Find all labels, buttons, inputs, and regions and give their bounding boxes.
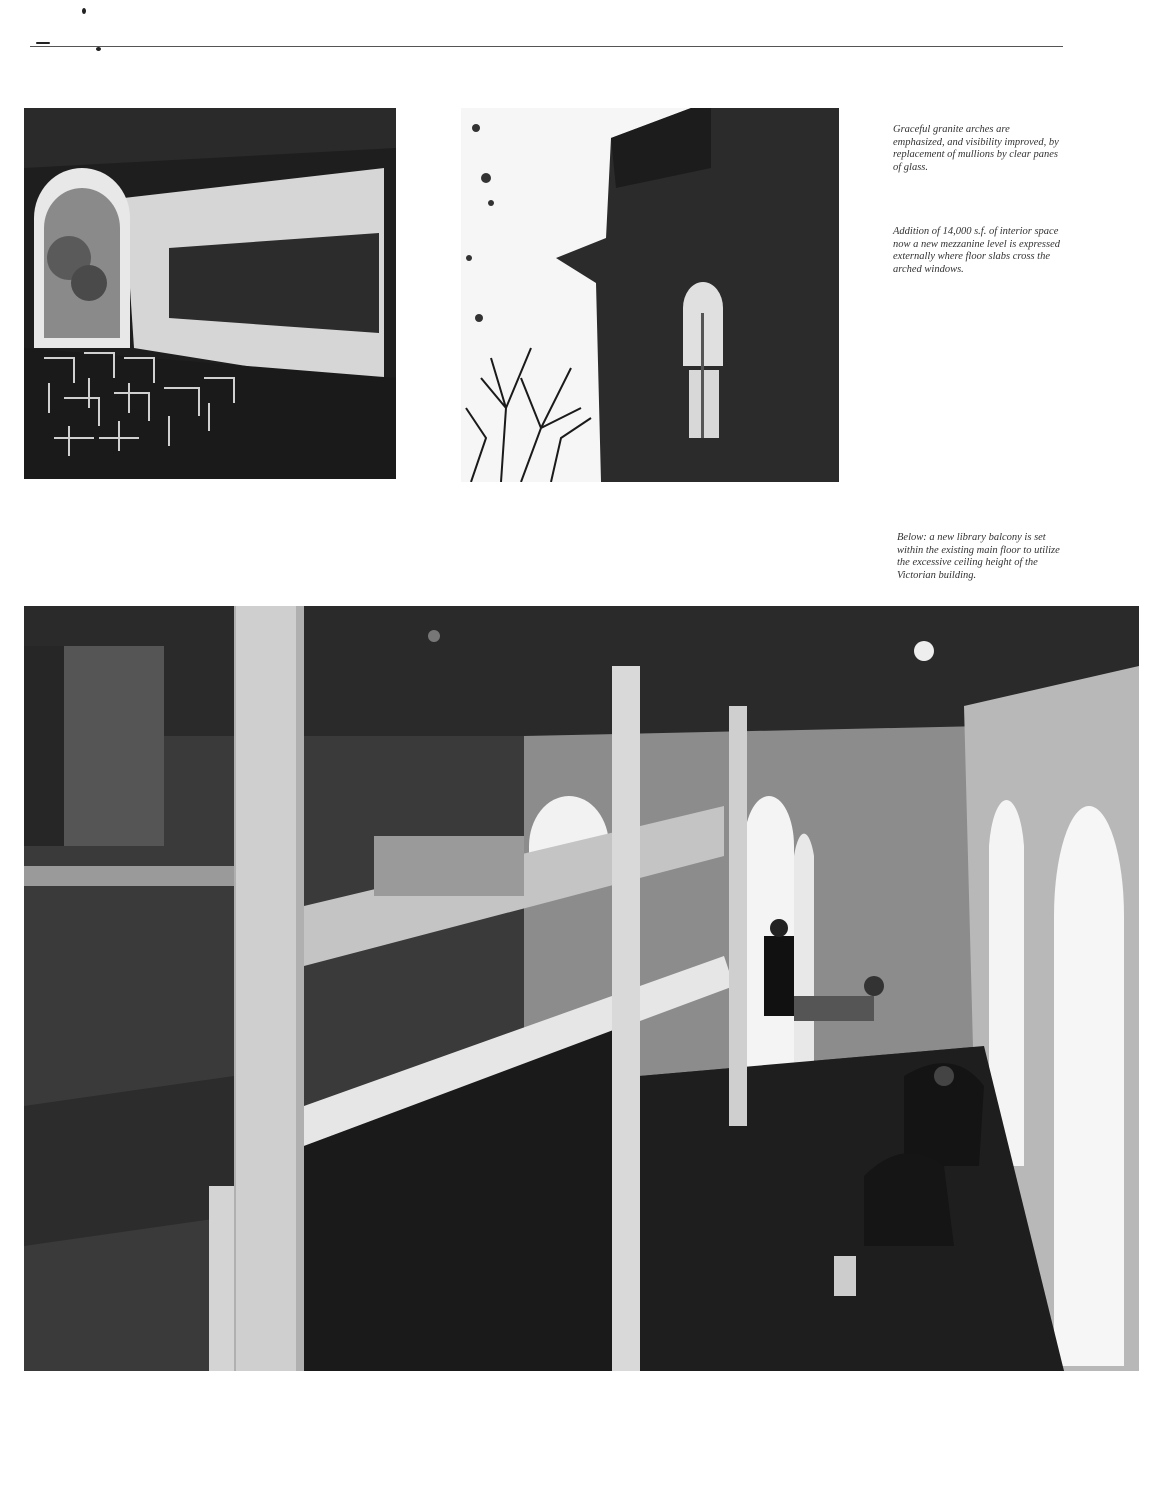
scan-mark bbox=[82, 8, 86, 14]
exterior-photo bbox=[461, 108, 839, 482]
classroom-photo bbox=[24, 108, 396, 479]
caption-mezzanine: Addition of 14,000 s.f. of interior space now a new mezzanine level is expressed externally where floor slabs cross the arched windows. bbox=[893, 226, 1060, 275]
library-photo bbox=[24, 606, 1139, 1371]
caption-arches: Graceful granite arches are emphasized, and visibility improved, by replacement of mullions by clear panes of glass. bbox=[893, 124, 1059, 173]
header-rule bbox=[30, 46, 1063, 47]
scan-mark bbox=[96, 47, 101, 51]
scan-mark bbox=[36, 42, 50, 44]
caption-balcony: Below: a new library balcony is set within the existing main floor to utilize the excessive ceiling height of the Victorian building. bbox=[897, 532, 1060, 581]
